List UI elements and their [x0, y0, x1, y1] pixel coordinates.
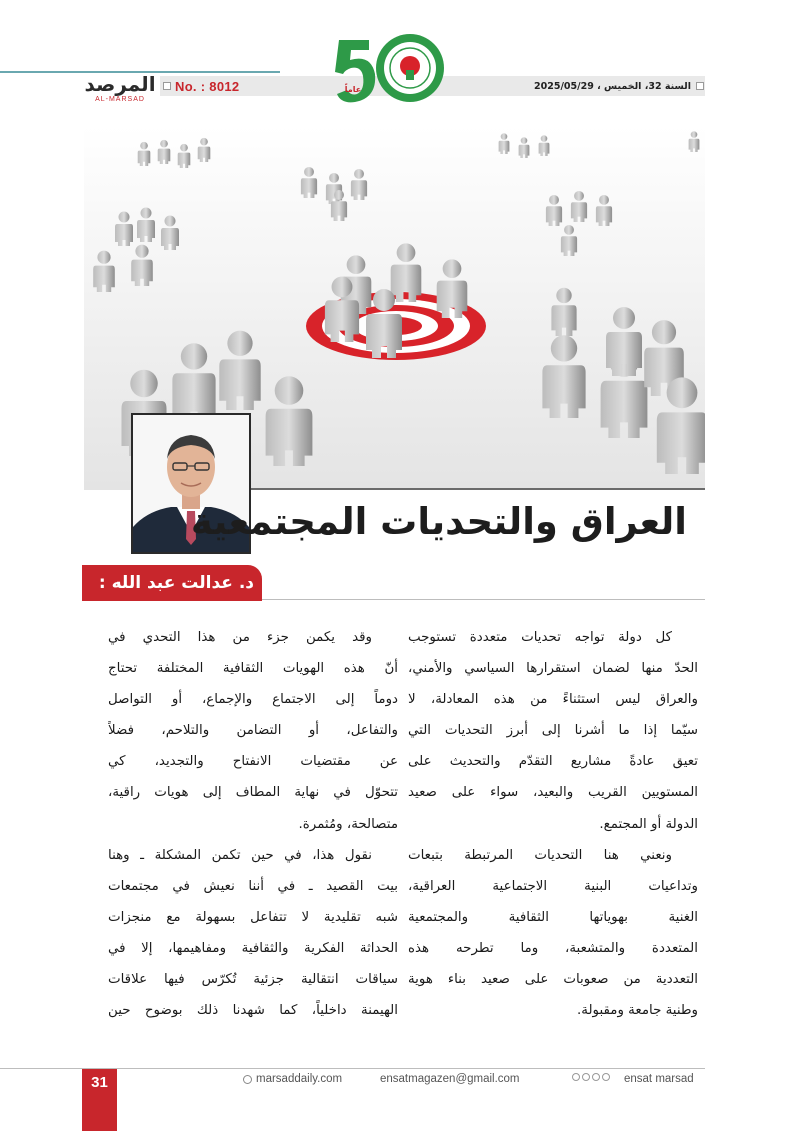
issue-number: No. : 8012 — [175, 78, 240, 94]
text-line: وتداعيات البنية الاجتماعية العراقية، — [408, 878, 698, 894]
email-link[interactable]: ensatmagazen@gmail.com — [380, 1073, 520, 1085]
text-line: التعددية من صعوبات على صعيد بناء هوية — [408, 972, 698, 988]
text-line: أنّ هذه الهويات الثقافية المختلفة تحتاج — [108, 661, 398, 677]
hero-bottom-rule — [250, 488, 705, 490]
author-byline-box — [82, 565, 262, 601]
text-line: سيّما إذا ما أشرنا إلى أبرز التحديات التي — [408, 723, 698, 739]
text-line: الهيمنة داخلياً، كما شهدنا ذلك بوضوح حين — [108, 1003, 398, 1019]
page-number: 31 — [91, 1074, 108, 1091]
text-line: الدولة أو المجتمع. — [599, 816, 698, 832]
brand-name: ensat marsad — [624, 1073, 694, 1085]
text-line: والتفاعل، أو التضامن والتلاحم، فضلاً — [108, 723, 398, 739]
footer-website[interactable] — [243, 1071, 342, 1087]
website-link[interactable]: marsaddaily.com — [256, 1073, 343, 1085]
anniversary-emblem — [335, 30, 455, 110]
issue-date: السنة 32، الخميس ، 2025/05/29 — [534, 80, 691, 92]
text-line: شبه تقليدية لا تتفاعل بسهولة مع منجزات — [108, 909, 398, 925]
svg-text:عاماً: عاماً — [344, 85, 362, 94]
text-line: سياقات انتقالية جزئية تُكرّس فيها علاقات — [108, 972, 398, 988]
text-line: كل دولة تواجه تحديات متعددة تستوجب — [408, 630, 672, 645]
text-line: الحداثة الفكرية والثقافية ومفاهيمها، إلا في — [108, 940, 398, 956]
text-line: والعراق ليس استثناءً من هذه المعادلة، لا — [408, 692, 698, 708]
text-line: الحدّ منها لضمان استقرارها السياسي والأمني، — [408, 661, 698, 677]
footer-brand — [624, 1071, 694, 1087]
text-line: متصالحة، ومُثمرة. — [298, 816, 398, 832]
facebook-icon[interactable] — [572, 1073, 580, 1081]
text-line: وطنية جامعة ومقبولة. — [577, 1003, 698, 1019]
article-title: العراق والتحديات المجتمعية — [190, 500, 687, 543]
square-bullet-icon — [696, 82, 704, 90]
social-icons — [572, 1073, 610, 1081]
square-bullet-icon — [163, 82, 171, 90]
article-column-left — [108, 622, 398, 1026]
text-line: بيت القصيد ـ في أننا نعيش في مجتمعات — [108, 878, 398, 894]
anniversary-emblem-icon — [335, 30, 455, 110]
footer-email[interactable] — [380, 1071, 520, 1087]
text-line: المستويين القريب والبعيد، سواء على صعيد — [408, 785, 698, 801]
text-line: المتعددة والمتشعبة، وما تطرحه هذه — [408, 940, 698, 956]
text-line: ونعني هنا التحديات المرتبطة بتبعات — [408, 847, 672, 863]
text-line: وقد يكمن جزء من هذا التحدي في — [108, 630, 372, 645]
twitter-icon[interactable] — [582, 1073, 590, 1081]
instagram-icon[interactable] — [592, 1073, 600, 1081]
issue-number-box — [163, 77, 239, 95]
logo-subtitle: AL-MARSAD — [95, 96, 145, 103]
byline-rule — [262, 599, 705, 600]
author-name: د. عدالت عبد الله : — [98, 573, 254, 593]
text-line: تتحوّل في نهاية المطاف إلى هويات راقية، — [108, 785, 398, 801]
text-line: نقول هذا، في حين تكمن المشكلة ـ وهنا — [108, 847, 372, 863]
magazine-logo — [80, 72, 160, 108]
globe-icon — [243, 1075, 252, 1084]
text-line: عن مقتضيات الانفتاح والتجديد، كي — [108, 754, 398, 770]
logo-text: المرصد — [84, 72, 156, 96]
article-column-right — [408, 622, 698, 1026]
youtube-icon[interactable] — [602, 1073, 610, 1081]
issue-date-box — [534, 77, 704, 95]
text-line: دوماً إلى الاجتماع والإجماع، أو التواصل — [108, 692, 398, 708]
text-line: تعيق عادةً مشاريع التقدّم والتحديث على — [408, 754, 698, 770]
text-line: الغنية بهوياتها الثقافية والمجتمعية — [408, 909, 698, 925]
